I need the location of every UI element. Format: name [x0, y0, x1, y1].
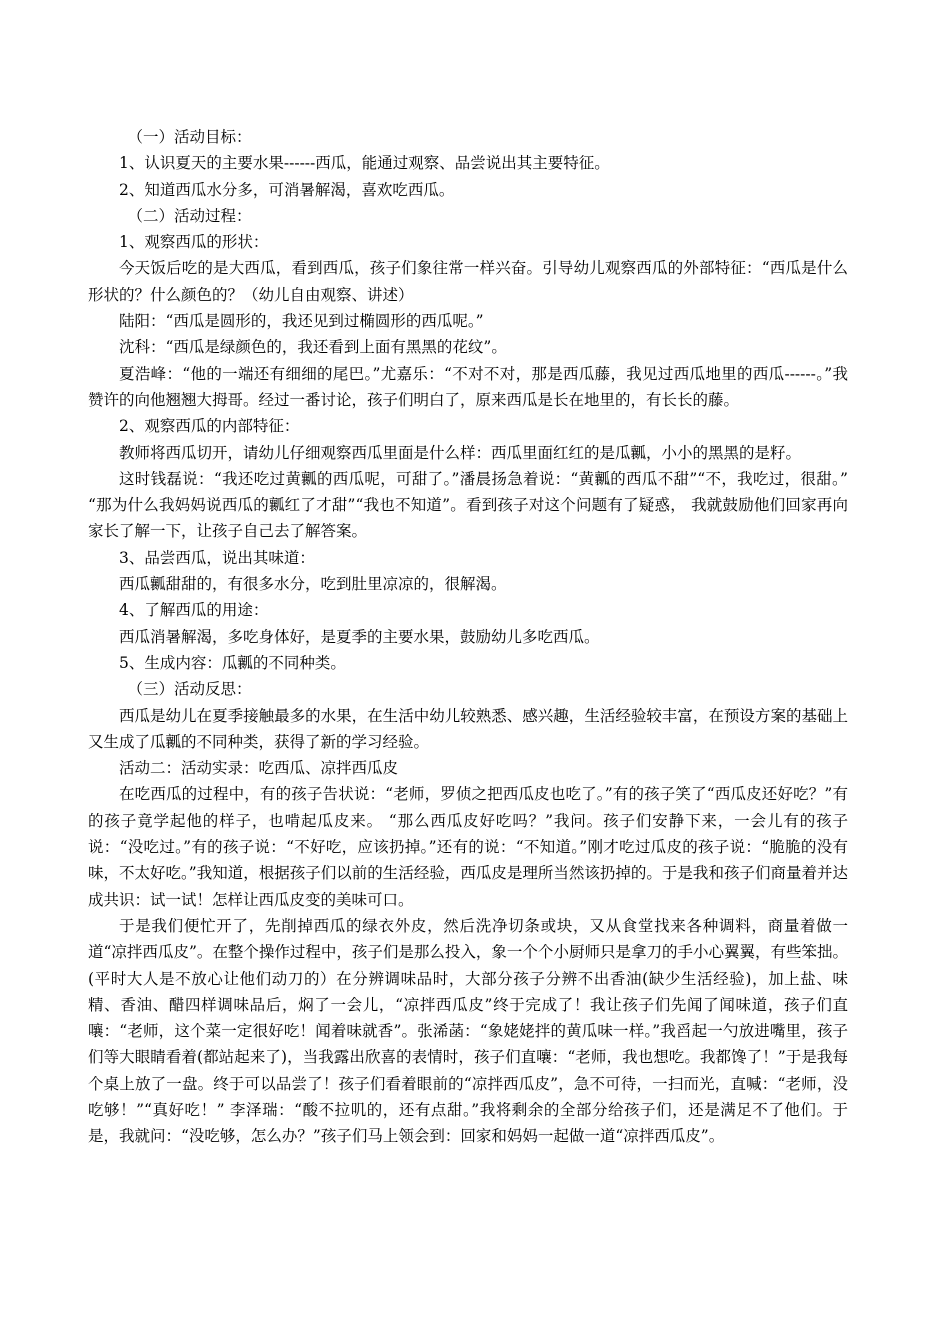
paragraph: 活动二：活动实录：吃西瓜、凉拌西瓜皮 — [119, 759, 399, 778]
heading-reflection: （三）活动反思： — [127, 680, 252, 699]
paragraph: 1、认识夏天的主要水果------西瓜，能通过观察、品尝说出其主要特征。 — [119, 154, 610, 173]
paragraph: 在吃西瓜的过程中，有的孩子告状说：“老师，罗侦之把西瓜皮也吃了。”有的孩子笑了“西瓜皮还好吃？”有的孩子竟学起他的样子，也啃起瓜皮来。 “那么西瓜皮好吃吗？”我问。孩子们安静下来，一会儿有的孩子说：“没吃过。”有的孩子说：“不好吃，应该扔掉。”还有的说：“不知道。”刚才吃过瓜皮的孩子说：“脆脆的没有味，不太好吃。”我知道，根据孩子们以前的生活经验，西瓜皮是理所当然该扔掉的。于是我和孩子们商量着并达成共识：试一试！怎样让西瓜皮变的美味可口。 — [88, 785, 848, 909]
heading-objectives: （一）活动目标： — [127, 128, 252, 146]
paragraph: 教师将西瓜切开，请幼儿仔细观察西瓜里面是什么样：西瓜里面红红的是瓜瓤，小小的黑黑的是籽。 — [119, 443, 802, 462]
paragraph: 夏浩峰：“他的一端还有细细的尾巴。”尤嘉乐：“不对不对，那是西瓜藤，我见过西瓜地里的西瓜------。”我赞许的向他翘翘大拇哥。经过一番讨论，孩子们明白了，原来西瓜是长在地里的，有长长的藤。 — [88, 364, 848, 409]
paragraph: 西瓜瓤甜甜的，有很多水分，吃到肚里凉凉的，很解渴。 — [119, 575, 507, 594]
paragraph: 西瓜是幼儿在夏季接触最多的水果，在生活中幼儿较熟悉、感兴趣，生活经验较丰富，在预设方案的基础上又生成了瓜瓤的不同种类，获得了新的学习经验。 — [88, 706, 848, 751]
document-body — [88, 124, 848, 1150]
paragraph: 2、观察西瓜的内部特征： — [119, 417, 300, 436]
paragraph: 陆阳：“西瓜是圆形的，我还见到过椭圆形的西瓜呢。” — [119, 312, 484, 331]
paragraph: 于是我们便忙开了，先削掉西瓜的绿衣外皮，然后洗净切条或块，又从食堂找来各种调料，商量着做一道“凉拌西瓜皮”。在整个操作过程中，孩子们是那么投入，象一个个小厨师只是拿刀的手小心翼翼，有些笨拙。(平时大人是不放心让他们动刀的）在分辨调味品时，大部分孩子分辨不出香油(缺少生活经验)，加上盐、味精、香油、醋四样调味品后，焖了一会儿，“凉拌西瓜皮”终于完成了！我让孩子们先闻了闻味道，孩子们直嚷：“老师，这个菜一定很好吃！闻着味就香”。张浠菡：“象姥姥拌的黄瓜味一样。”我舀起一勺放进嘴里，孩子们等大眼睛看着(都站起来了)，当我露出欣喜的表情时，孩子们直嚷：“老师，我也想吃。我都馋了！”于是我每个桌上放了一盘。终于可以品尝了！孩子们看着眼前的“凉拌西瓜皮”，急不可待，一扫而光，直喊：“老师，没吃够！”“真好吃！” 李泽瑞：“酸不拉叽的，还有点甜。”我将剩余的全部分给孩子们，还是满足不了他们。于是，我就问：“没吃够，怎么办？”孩子们马上领会到：回家和妈妈一起做一道“凉拌西瓜皮”。 — [88, 916, 848, 1146]
paragraph: 1、观察西瓜的形状： — [119, 233, 269, 252]
heading-process: （二）活动过程： — [127, 206, 252, 225]
paragraph: 4、了解西瓜的用途： — [119, 601, 269, 620]
paragraph: 今天饭后吃的是大西瓜，看到西瓜，孩子们象往常一样兴奋。引导幼儿观察西瓜的外部特征：“西瓜是什么形状的？什么颜色的？（幼儿自由观察、讲述） — [88, 259, 848, 304]
paragraph: 西瓜消暑解渴，多吃身体好，是夏季的主要水果，鼓励幼儿多吃西瓜。 — [119, 627, 600, 646]
paragraph: 5、生成内容：瓜瓤的不同种类。 — [119, 653, 346, 672]
paragraph: 这时钱磊说：“我还吃过黄瓤的西瓜呢，可甜了。”潘晨扬急着说：“黄瓤的西瓜不甜”“不，我吃过，很甜。” “那为什么我妈妈说西瓜的瓤红了才甜”“我也不知道”。看到孩子对这个问题有了疑惑， 我就鼓励他们回家再向家长了解一下，让孩子自己去了解答案。 — [88, 469, 848, 541]
paragraph: 2、知道西瓜水分多，可消暑解渴，喜欢吃西瓜。 — [119, 180, 455, 199]
paragraph: 3、品尝西瓜，说出其味道： — [119, 548, 315, 567]
paragraph: 沈科：“西瓜是绿颜色的，我还看到上面有黑黑的花纹”。 — [119, 338, 507, 357]
